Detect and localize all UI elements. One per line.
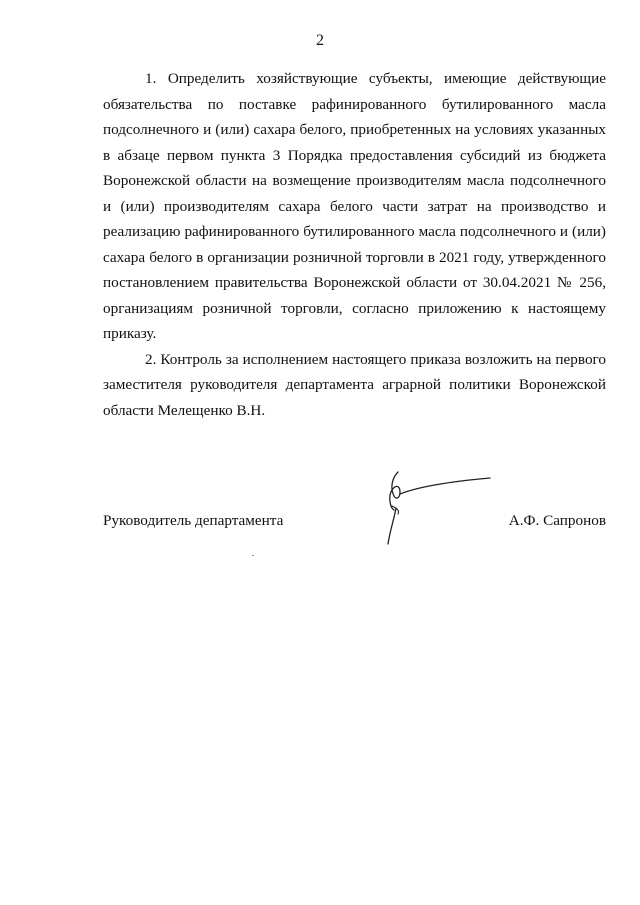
paragraph-2: 2. Контроль за исполнением настоящего приказа возложить на первого заместителя руководителя департамента аграрной политики Воронежской области Мелещенко В.Н. [103, 350, 606, 419]
signatory-position: Руководитель департамента [103, 512, 284, 529]
paragraph-1: 1. Определить хозяйствующие субъекты, имеющие действующие обязательства по поставке рафинированного бутилированного масла подсолнечного и (или) сахара белого, приобретенных на условиях указанных в абзаце первом пункта 3 Порядка предоставления субсидий из бюджета Воронежской области на возмещение производителям масла подсолнечного и (или) производителям сахара белого части затрат на производство и реализацию рафинированного бутилированного масла подсолнечного и (или) сахара белого в организации розничной торговли в 2021 году, утвержденного постановлением правительства Воронежской области от 30.04.2021 № 256, организациям розничной торговли, согласно приложению к настоящему приказу. [103, 70, 606, 342]
document-body [103, 66, 606, 423]
signatory-name: А.Ф. Сапронов [508, 512, 606, 529]
page-number: 2 [316, 32, 324, 49]
handwritten-signature [370, 468, 500, 548]
scan-speck [252, 555, 254, 556]
